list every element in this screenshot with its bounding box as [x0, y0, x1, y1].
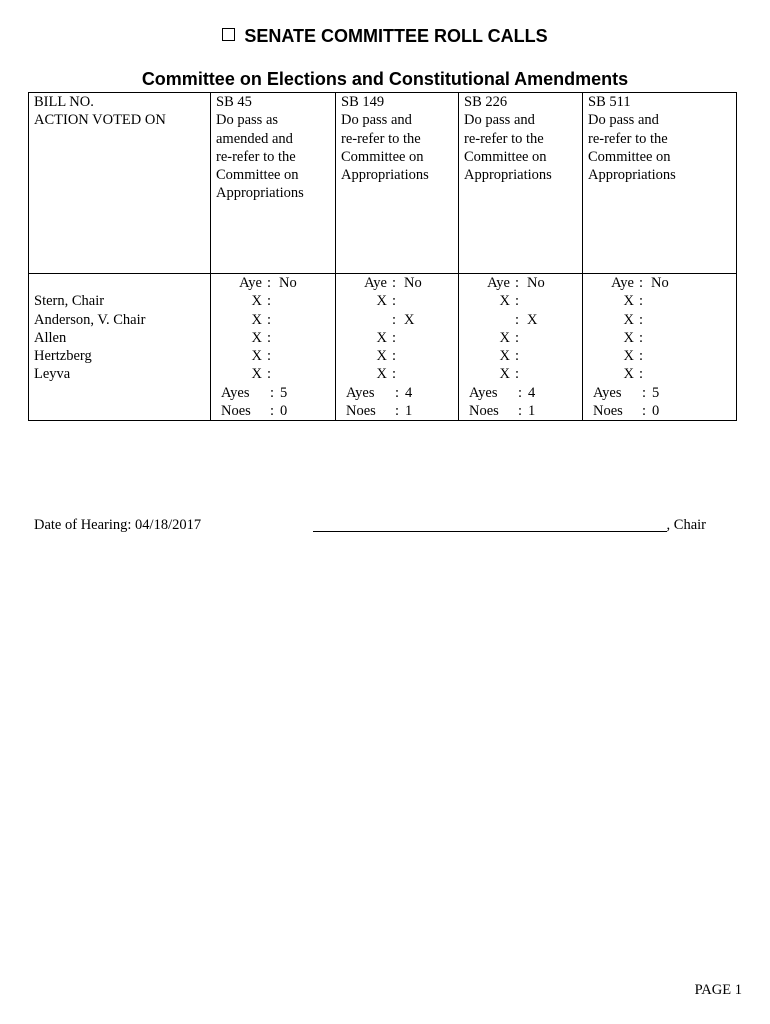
member-vote: [583, 365, 736, 383]
noes-label: Noes: [221, 403, 251, 420]
checkbox-icon[interactable]: [222, 28, 235, 41]
vote-separator: :: [638, 366, 644, 383]
member-name: Hertzberg: [34, 348, 92, 365]
no-mark: [648, 347, 688, 365]
member-vote: [336, 347, 458, 365]
member-vote: [336, 311, 458, 329]
vote-separator: :: [266, 329, 272, 346]
document-title: [0, 26, 770, 47]
action-line: amended and: [216, 130, 293, 147]
member-vote: [336, 365, 458, 383]
noes-label: Noes: [346, 403, 376, 420]
noes-count: 1: [405, 403, 413, 420]
chair-signature: [313, 517, 706, 534]
ayes-count: 5: [652, 384, 660, 401]
action-line: Committee on: [341, 148, 424, 165]
ayes-label: Ayes: [221, 384, 250, 401]
aye-mark: X: [499, 348, 510, 365]
vote-separator: :: [514, 348, 520, 365]
vote-separator: :: [391, 293, 397, 310]
vote-cell: [211, 274, 336, 421]
committee-name: Committee on Elections and Constitutional Amendments: [141, 69, 629, 89]
ayes-label: Ayes: [346, 384, 375, 401]
vote-separator: :: [638, 329, 644, 346]
member-vote: [459, 311, 582, 329]
member-vote: [211, 292, 335, 310]
member-vote: [211, 365, 335, 383]
noes-total: [459, 402, 582, 420]
member-name: Anderson, V. Chair: [34, 311, 146, 328]
ayes-label: Ayes: [469, 384, 498, 401]
bill-header-cell: [336, 93, 459, 274]
vote-separator: :: [391, 366, 397, 383]
member-vote: [459, 347, 582, 365]
vote-separator: :: [638, 275, 644, 291]
signature-line: [313, 517, 667, 532]
votes-row: [29, 274, 737, 421]
aye-header: Aye: [611, 275, 634, 291]
aye-mark: X: [623, 366, 634, 383]
no-header: No: [279, 275, 297, 291]
member-name: Allen: [34, 329, 67, 346]
title-text: SENATE COMMITTEE ROLL CALLS: [244, 26, 548, 46]
vote-separator: :: [391, 348, 397, 365]
no-mark: [648, 292, 688, 310]
ayes-count: 4: [405, 384, 413, 401]
vote-separator: :: [638, 293, 644, 310]
vote-separator: :: [266, 348, 272, 365]
action-line: re-refer to the: [588, 130, 668, 147]
no-mark: [276, 365, 316, 383]
aye-mark: X: [376, 293, 387, 310]
aye-mark: X: [499, 293, 510, 310]
no-mark: [648, 365, 688, 383]
aye-mark: X: [376, 366, 387, 383]
no-mark: [276, 347, 316, 365]
vote-separator: :: [638, 311, 644, 328]
bill-header-cell: [211, 93, 336, 274]
vote-separator: :: [641, 403, 647, 420]
members-cell: [29, 274, 211, 421]
action-line: Committee on: [464, 148, 547, 165]
member-vote: [583, 311, 736, 329]
bill-header-cell: [583, 93, 737, 274]
action-line: Do pass and: [464, 112, 535, 129]
vote-cell: [583, 274, 737, 421]
noes-count: 0: [652, 403, 660, 420]
no-mark: [401, 347, 441, 365]
action-line: Appropriations: [588, 167, 676, 184]
noes-label: Noes: [469, 403, 499, 420]
member-vote: [211, 347, 335, 365]
ayes-label: Ayes: [593, 384, 622, 401]
noes-total: [336, 402, 458, 420]
no-mark: [648, 311, 688, 329]
aye-header: Aye: [239, 275, 262, 291]
ayes-count: 4: [528, 384, 536, 401]
vote-separator: :: [266, 311, 272, 328]
action-line: Do pass as: [216, 112, 279, 129]
noes-count: 1: [528, 403, 536, 420]
vote-separator: :: [266, 366, 272, 383]
ayes-total: [583, 384, 736, 402]
vote-separator: :: [266, 275, 272, 291]
vote-header: [211, 274, 335, 292]
member-vote: [583, 329, 736, 347]
no-header: No: [651, 275, 669, 291]
no-mark: X: [527, 311, 538, 328]
member-vote: [211, 311, 335, 329]
no-header: No: [527, 275, 545, 291]
no-mark: [524, 329, 564, 347]
bill-header-row: [29, 93, 737, 274]
noes-total: [583, 402, 736, 420]
action-line: Committee on: [588, 148, 671, 165]
aye-mark: X: [376, 348, 387, 365]
action-line: re-refer to the: [341, 130, 421, 147]
vote-separator: :: [269, 384, 275, 401]
vote-header: [459, 274, 582, 292]
member-vote: [211, 329, 335, 347]
page-number: PAGE 1: [694, 982, 742, 998]
aye-mark: X: [499, 329, 510, 346]
member-vote: [583, 347, 736, 365]
no-mark: [524, 347, 564, 365]
header-labels-cell: [29, 93, 211, 274]
no-mark: [276, 311, 316, 329]
vote-header: [583, 274, 736, 292]
aye-mark: X: [623, 348, 634, 365]
no-mark: [401, 292, 441, 310]
vote-separator: :: [641, 384, 647, 401]
noes-total: [211, 402, 335, 420]
aye-mark: X: [499, 366, 510, 383]
ayes-count: 5: [280, 384, 288, 401]
date-of-hearing: Date of Hearing: 04/18/2017: [34, 517, 202, 533]
member-vote: [459, 292, 582, 310]
ayes-total: [211, 384, 335, 402]
no-header: No: [404, 275, 422, 291]
vote-header: [336, 274, 458, 292]
member-vote: [459, 329, 582, 347]
member-name: Stern, Chair: [34, 293, 105, 310]
no-mark: [401, 365, 441, 383]
action-line: Do pass and: [588, 112, 659, 129]
aye-header: Aye: [364, 275, 387, 291]
vote-separator: :: [514, 311, 520, 328]
aye-mark: X: [623, 293, 634, 310]
action-line: Committee on: [216, 167, 299, 184]
bill-number: SB 45: [216, 94, 252, 110]
member-vote: [583, 292, 736, 310]
aye-mark: X: [623, 329, 634, 346]
bill-header-cell: [459, 93, 583, 274]
no-mark: [276, 329, 316, 347]
action-voted-on-label: ACTION VOTED ON: [34, 112, 166, 129]
vote-separator: :: [514, 293, 520, 310]
no-mark: X: [404, 311, 415, 328]
vote-separator: :: [269, 403, 275, 420]
aye-mark: X: [251, 366, 262, 383]
bill-no-label: BILL NO.: [34, 94, 94, 110]
no-mark: [401, 329, 441, 347]
member-vote: [336, 292, 458, 310]
vote-separator: :: [514, 275, 520, 291]
ayes-total: [336, 384, 458, 402]
bill-number: SB 511: [588, 94, 631, 110]
vote-separator: :: [394, 403, 400, 420]
action-line: re-refer to the: [464, 130, 544, 147]
bill-number: SB 226: [464, 94, 508, 110]
member-vote: [459, 365, 582, 383]
action-line: Appropriations: [341, 167, 429, 184]
no-mark: [276, 292, 316, 310]
vote-separator: :: [517, 403, 523, 420]
ayes-total: [459, 384, 582, 402]
vote-separator: :: [514, 366, 520, 383]
aye-mark: X: [251, 329, 262, 346]
vote-separator: :: [391, 275, 397, 291]
no-mark: [524, 292, 564, 310]
aye-header: Aye: [487, 275, 510, 291]
bill-number: SB 149: [341, 94, 385, 110]
vote-separator: :: [391, 311, 397, 328]
action-line: Appropriations: [216, 185, 304, 202]
vote-separator: :: [394, 384, 400, 401]
roll-call-table: [28, 92, 737, 421]
noes-label: Noes: [593, 403, 623, 420]
aye-mark: X: [623, 311, 634, 328]
vote-cell: [459, 274, 583, 421]
aye-mark: X: [251, 348, 262, 365]
action-line: Do pass and: [341, 112, 412, 129]
aye-mark: X: [376, 329, 387, 346]
no-mark: [524, 365, 564, 383]
vote-separator: :: [517, 384, 523, 401]
vote-separator: :: [391, 329, 397, 346]
action-line: Appropriations: [464, 167, 552, 184]
vote-separator: :: [266, 293, 272, 310]
member-name: Leyva: [34, 366, 71, 383]
vote-cell: [336, 274, 459, 421]
aye-mark: [459, 311, 510, 329]
member-vote: [336, 329, 458, 347]
aye-mark: [336, 311, 387, 329]
aye-mark: X: [251, 311, 262, 328]
aye-mark: X: [251, 293, 262, 310]
vote-separator: :: [514, 329, 520, 346]
action-line: re-refer to the: [216, 148, 296, 165]
no-mark: [648, 329, 688, 347]
chair-label: , Chair: [666, 517, 706, 533]
noes-count: 0: [280, 403, 288, 420]
vote-separator: :: [638, 348, 644, 365]
